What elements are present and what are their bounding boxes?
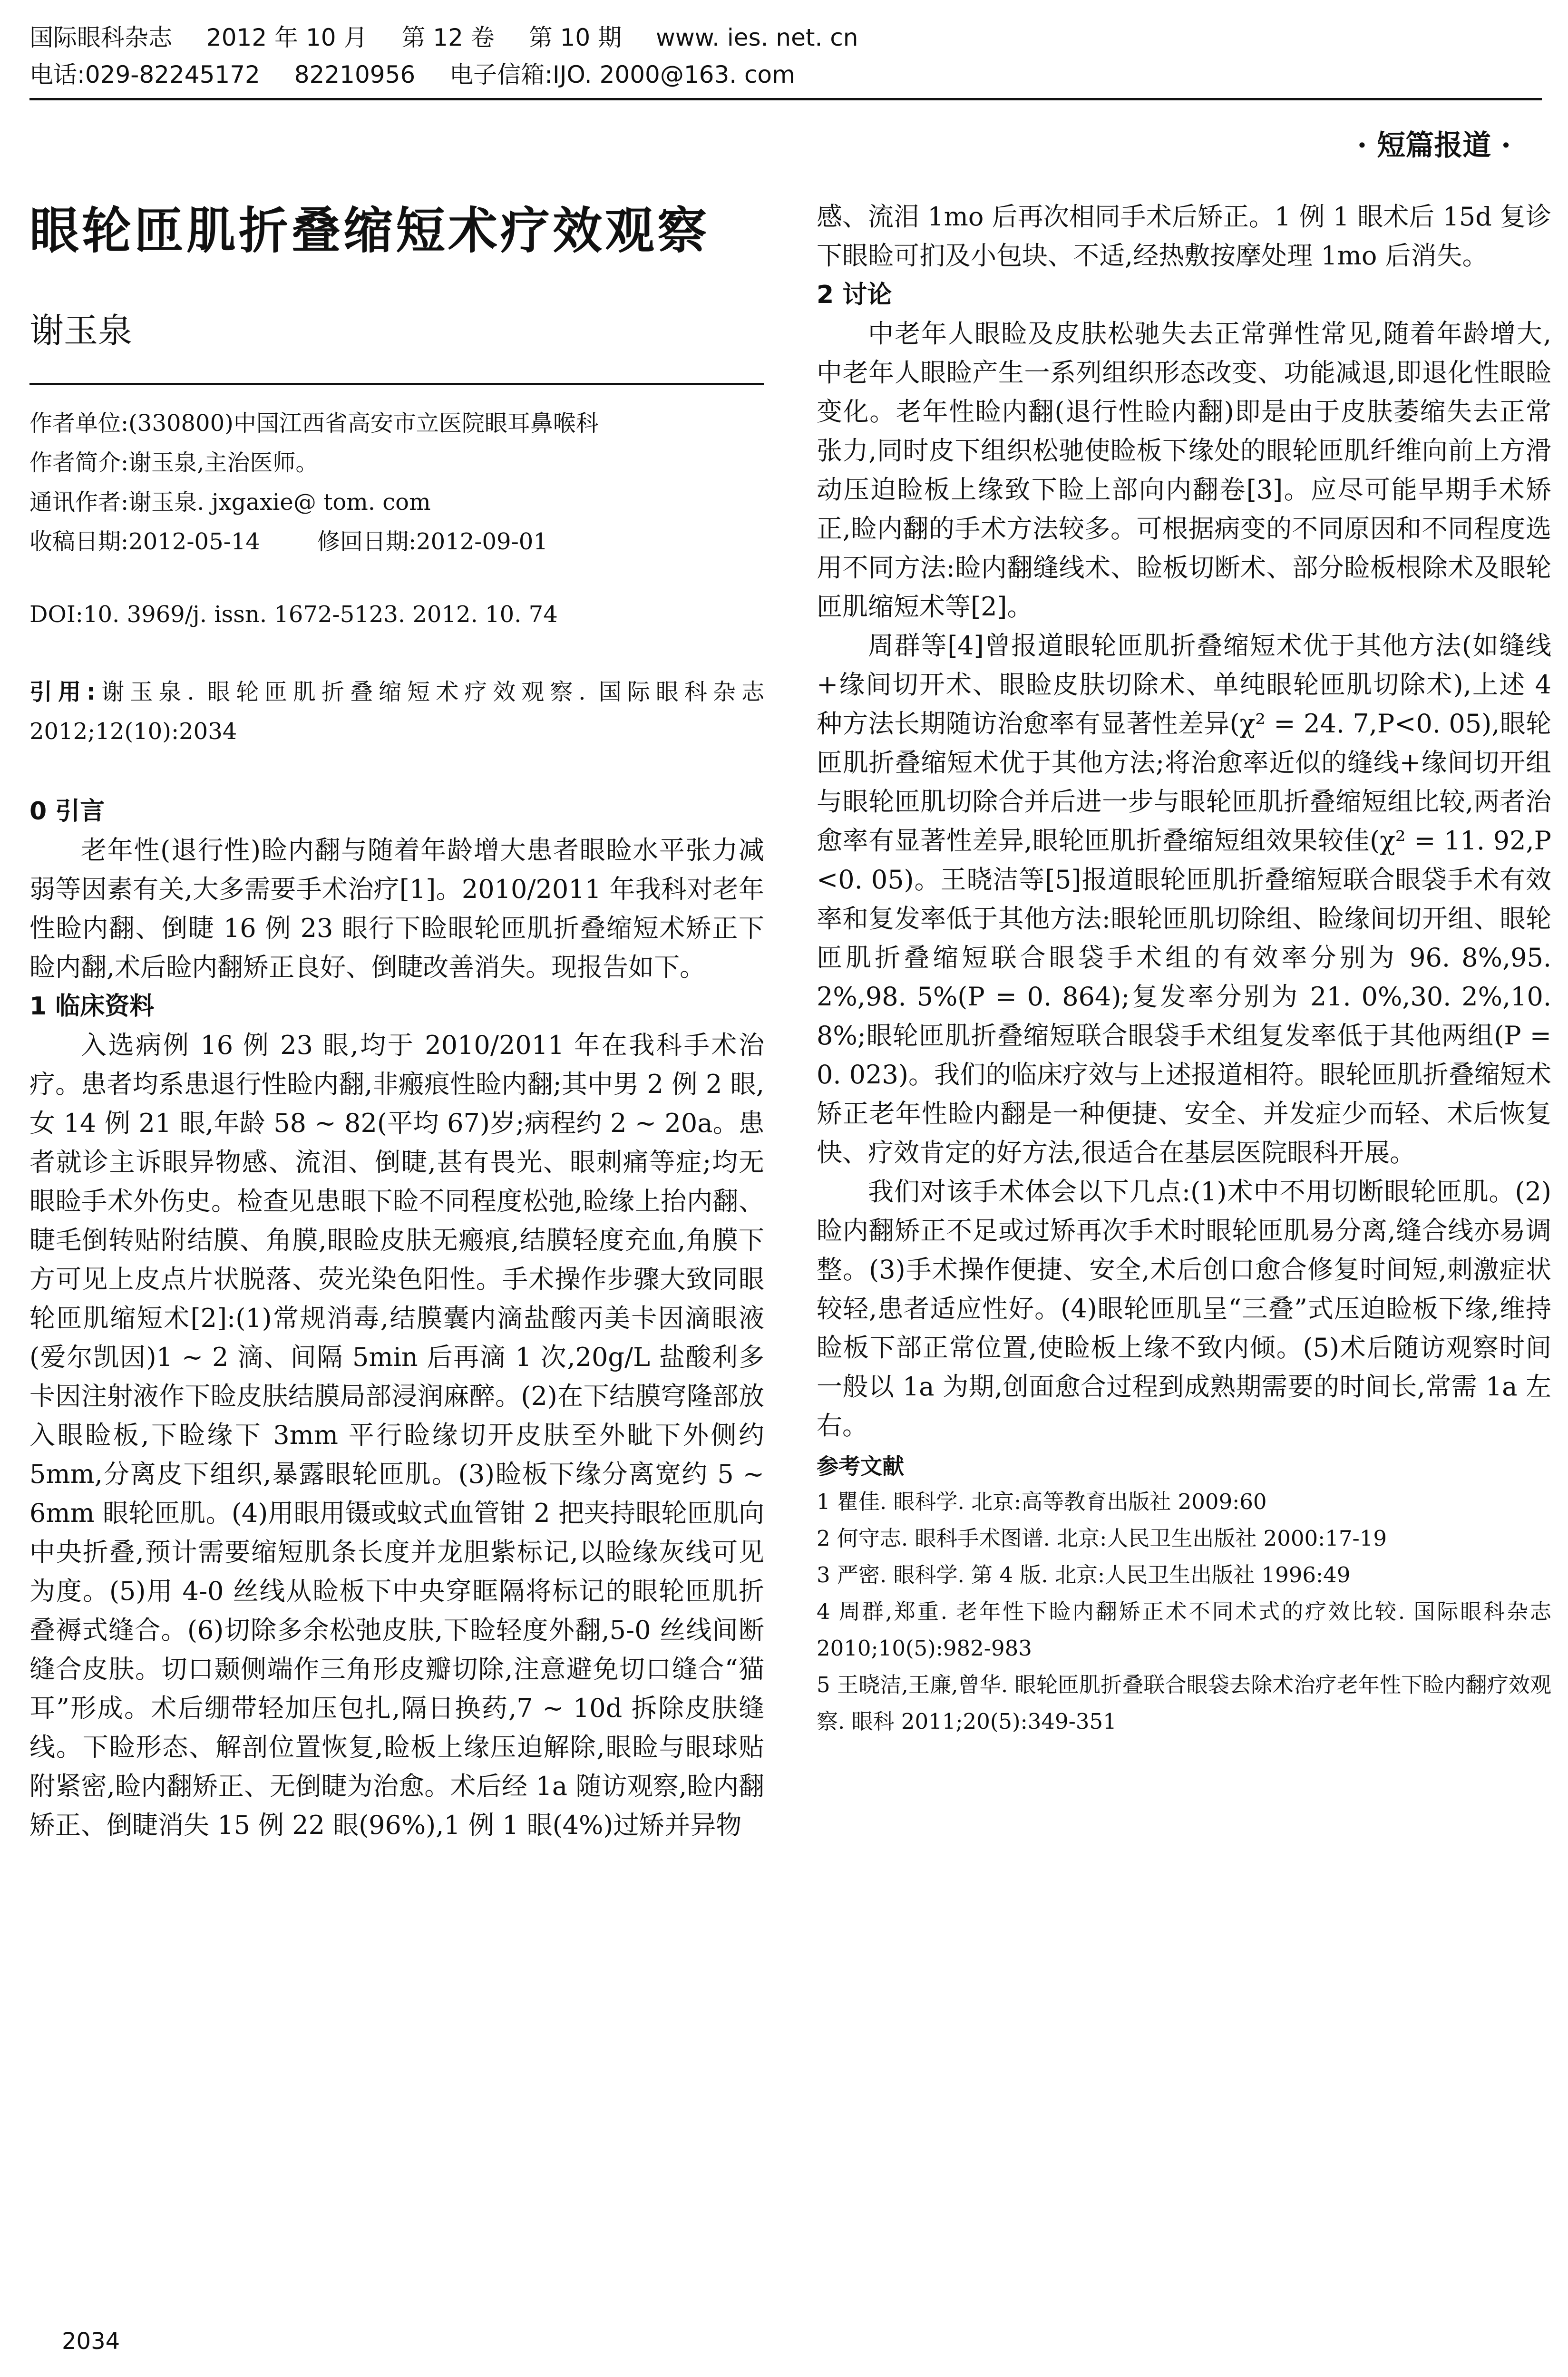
journal-header-line-1 (29, 19, 1542, 56)
revised-date: 修回日期:2012-09-01 (317, 528, 548, 555)
reference-item: 3 严密. 眼科学. 第 4 版. 北京:人民卫生出版社 1996:49 (817, 1562, 1351, 1588)
issue-date: 2012 年 10 月 (206, 24, 368, 51)
journal-name: 国际眼科杂志 (29, 24, 172, 51)
journal-phone: 电话:029-82245172 (29, 61, 260, 88)
article-author: 谢玉泉 (29, 311, 133, 351)
discussion-heading: 2 讨论 (817, 281, 892, 309)
right-column (817, 197, 1551, 1740)
journal-website: www. ies. net. cn (656, 24, 858, 51)
citation-text: 谢玉泉. 眼轮匝肌折叠缩短术疗效观察. 国际眼科杂志 2012;12(10):2034 (29, 679, 764, 745)
clinical-paragraph: 入选病例 16 例 23 眼,均于 2010/2011 年在我科手术治疗。患者均系患退行性睑内翻,非瘢痕性睑内翻;其中男 2 例 2 眼,女 14 例 21 眼,年龄 58 ~ 82(平均 67)岁;病程约 2 ~ 20a。患者就诊主诉眼异物感、流泪、倒睫,甚有畏光、眼刺痛等症;均无眼睑手术外伤史。检查见患眼下睑不同程度松弛,睑缘上抬内翻、睫毛倒转贴附结膜、角膜,眼睑皮肤无瘢痕,结膜轻度充血,角膜下方可见上皮点片状脱落、荧光染色阳性。手术操作步骤大致同眼轮匝肌缩短术[2]:(1)常规消毒,结膜囊内滴盐酸丙美卡因滴眼液(爱尔凯因)1 ~ 2 滴、间隔 5min 后再滴 1 次,20g/L 盐酸利多卡因注射液作下睑皮肤结膜局部浸润麻醉。(2)在下结膜穹隆部放入眼睑板,下睑缘下 3mm 平行睑缘切开皮肤至外眦下外侧约 5mm,分离皮下组织,暴露眼轮匝肌。(3)睑板下缘分离宽约 5 ~ 6mm 眼轮匝肌。(4)用眼用镊或蚊式血管钳 2 把夹持眼轮匝肌向中央折叠,预计需要缩短肌条长度并龙胆紫标记,以睑缘灰线可见为度。(5)用 4-0 丝线从睑板下中央穿眶隔将标记的眼轮匝肌折叠褥式缝合。(6)切除多余松弛皮肤,下睑轻度外翻,5-0 丝线间断缝合皮肤。切口颞侧端作三角形皮瓣切除,注意避免切口缝合“猫耳”形成。术后绷带轻加压包扎,隔日换药,7 ~ 10d 拆除皮肤缝线。下睑形态、解剖位置恢复,睑板上缘压迫解除,眼睑与眼球贴附紧密,睑内翻矫正、无倒睫为治愈。术后经 1a 随访观察,睑内翻矫正、倒睫消失 15 例 22 眼(96%),1 例 1 眼(4%)过矫并异物 (29, 1030, 764, 1840)
author-bio: 作者简介:谢玉泉,主治医师。 (29, 449, 319, 476)
discussion-paragraph-1: 中老年人眼睑及皮肤松驰失去正常弹性常见,随着年龄增大,中老年人眼睑产生一系列组织形态改变、功能减退,即退化性眼睑变化。老年性睑内翻(退行性睑内翻)即是由于皮肤萎缩失去正常张力,同时皮下组织松驰使睑板下缘处的眼轮匝肌纤维向前上方滑动压迫睑板上缘致下睑上部向内翻卷[3]。应尽可能早期手术矫正,睑内翻的手术方法较多。可根据病变的不同原因和不同程度选用不同方法:睑内翻缝线术、睑板切断术、部分睑板根除术及眼轮匝肌缩短术等[2]。 (817, 319, 1551, 622)
page-number: 2034 (62, 2328, 120, 2355)
received-date: 收稿日期:2012-05-14 (29, 528, 260, 555)
journal-phone-2: 82210956 (294, 61, 416, 88)
dates (29, 522, 764, 562)
header-divider (29, 98, 1542, 100)
citation-label: 引用: (29, 679, 96, 705)
references-heading: 参考文献 (817, 1453, 904, 1479)
left-body (29, 792, 764, 1845)
reference-item: 4 周群,郑重. 老年性下睑内翻矫正术不同术式的疗效比较. 国际眼科杂志 2010;10(5):982-983 (817, 1599, 1551, 1661)
intro-heading: 0 引言 (29, 797, 105, 826)
volume: 第 12 卷 (401, 24, 495, 51)
discussion-paragraph-2: 周群等[4]曾报道眼轮匝肌折叠缩短术优于其他方法(如缝线+缘间切开术、眼睑皮肤切除术、单纯眼轮匝肌切除术),上述 4 种方法长期随访治愈率有显著性差异(χ² = 24. 7,P<0. 05),眼轮匝肌折叠缩短术优于其他方法;将治愈率近似的缝线+缘间切开组与眼轮匝肌切除合并后进一步与眼轮匝肌折叠缩短组比较,两者治愈率有显著性差异,眼轮匝肌折叠缩短组效果较佳(χ² = 11. 92,P <0. 05)。王晓洁等[5]报道眼轮匝肌折叠缩短联合眼袋手术有效率和复发率低于其他方法:眼轮匝肌切除组、睑缘间切开组、眼轮匝肌折叠缩短联合眼袋手术组的有效率分别为 96. 8%,95. 2%,98. 5%(P = 0. 864);复发率分别为 21. 0%,30. 2%,10. 8%;眼轮匝肌折叠缩短联合眼袋手术组复发率低于其他两组(P = 0. 023)。我们的临床疗效与上述报道相符。眼轮匝肌折叠缩短术矫正老年性睑内翻是一种便捷、安全、并发症少而轻、术后恢复快、疗效肯定的好方法,很适合在基层医院眼科开展。 (817, 631, 1551, 1168)
affiliation: 作者单位:(330800)中国江西省高安市立医院眼耳鼻喉科 (29, 410, 599, 437)
title-divider (29, 383, 764, 385)
right-body (817, 197, 1551, 1445)
article-title: 眼轮匝肌折叠缩短术疗效观察 (29, 202, 710, 260)
article-meta (29, 404, 764, 562)
journal-header-line-2 (29, 56, 1542, 93)
correspondence: 通讯作者:谢玉泉. jxgaxie@ tom. com (29, 489, 431, 516)
doi: DOI:10. 3969/j. issn. 1672-5123. 2012. 10. 74 (29, 601, 558, 628)
journal-header (29, 19, 1542, 93)
intro-paragraph: 老年性(退行性)睑内翻与随着年龄增大患者眼睑水平张力减弱等因素有关,大多需要手术治疗[1]。2010/2011 年我科对老年性睑内翻、倒睫 16 例 23 眼行下睑眼轮匝肌折叠缩短术矫正下睑内翻,术后睑内翻矫正良好、倒睫改善消失。现报告如下。 (29, 835, 764, 982)
citation (29, 672, 764, 751)
reference-item: 5 王晓洁,王廉,曾华. 眼轮匝肌折叠联合眼袋去除术治疗老年性下睑内翻疗效观察. 眼科 2011;20(5):349-351 (817, 1672, 1551, 1734)
section-tag: · 短篇报道 · (1357, 129, 1511, 162)
reference-item: 1 瞿佳. 眼科学. 北京:高等教育出版社 2009:60 (817, 1489, 1267, 1514)
continued-paragraph: 感、流泪 1mo 后再次相同手术后矫正。1 例 1 眼术后 15d 复诊下眼睑可扪及小包块、不适,经热敷按摩处理 1mo 后消失。 (817, 202, 1551, 271)
references-list (817, 1483, 1551, 1740)
journal-email: 电子信箱:IJO. 2000@163. com (449, 61, 795, 88)
discussion-paragraph-3: 我们对该手术体会以下几点:(1)术中不用切断眼轮匝肌。(2)睑内翻矫正不足或过矫再次手术时眼轮匝肌易分离,缝合线亦易调整。(3)手术操作便捷、安全,术后创口愈合修复时间短,刺激症状较轻,患者适应性好。(4)眼轮匝肌呈“三叠”式压迫睑板下缘,维持睑板下部正常位置,使睑板上缘不致内倾。(5)术后随访观察时间一般以 1a 为期,创面愈合过程到成熟期需要的时间长,常需 1a 左右。 (817, 1177, 1551, 1441)
reference-item: 2 何守志. 眼科手术图谱. 北京:人民卫生出版社 2000:17-19 (817, 1526, 1387, 1551)
issue-number: 第 10 期 (528, 24, 622, 51)
left-column (29, 197, 764, 1845)
clinical-heading: 1 临床资料 (29, 992, 155, 1021)
